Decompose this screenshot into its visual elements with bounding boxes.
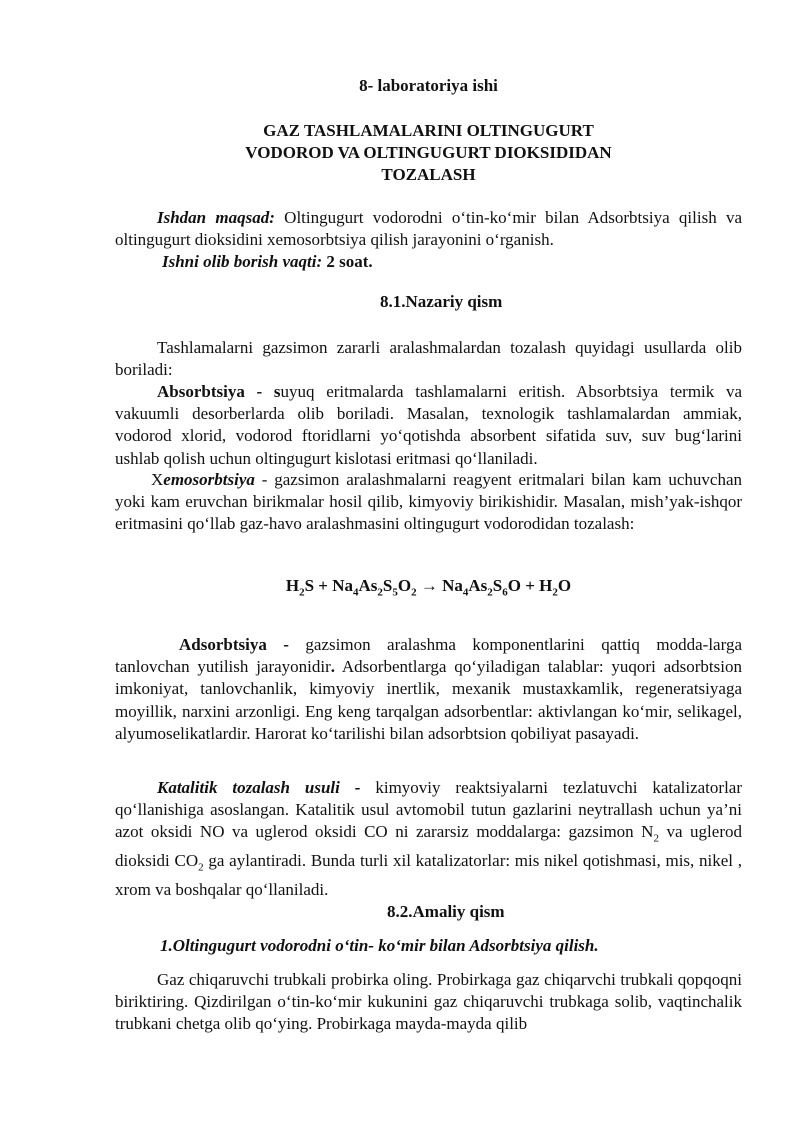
absorption-term: Absorbtsiya - s	[157, 382, 281, 401]
formula-sub: 2	[487, 586, 493, 599]
lab-number: 8- laboratoriya ishi	[359, 76, 498, 95]
catalytic-sub-1: 2	[653, 832, 659, 845]
catalytic-term: Katalitik tozalash usuli -	[157, 778, 361, 797]
section-heading-theory: 8.1.Nazariy qism	[380, 292, 503, 311]
formula-sub: 4	[353, 586, 359, 599]
title-line-1: GAZ TASHLAMALARINI OLTINGUGURT	[263, 121, 594, 140]
formula-part: Na	[442, 576, 463, 595]
absorption-text: uyuq eritmalarda tashlamalarni eritish. Absorbtsiya termik va vakuumli desorberlarda olib boriladi. Masalan, texnologik tashlamalardan ammiak, vodorod xlorid, vodorod ftoridlarni yo‘qotishda absorbent sifatida suv, suv bug‘larini ushlab qolish uchun oltingugurt kislotasi eritmasi qo‘llaniladi.	[115, 382, 743, 468]
formula-sub: 2	[299, 586, 305, 599]
duration-line	[162, 251, 742, 273]
formula-sub: 4	[462, 586, 469, 599]
catalytic-text-3: ga aylantiradi. Bunda turli xil katalizatorlar: mis nikel qotishmasi, mis, nikel , xrom va boshqalar qo‘llaniladi.	[115, 851, 743, 899]
catalytic-text-1: kimyoviy reaktsiyalarni tezlatuvchi katalizatorlar qo‘llanishiga asoslangan. Katalitik usul avtomobil tutun gazlarini neytrallash uchun ya’ni azot oksidi NO va uglerod oksidi CO ni zararsiz moddalarga: gazsimon N	[115, 778, 742, 842]
formula-part: As	[468, 576, 488, 595]
chemisorption-text: - gazsimon aralashmalarni reagyent eritmalari bilan kam uchuvchan yoki kam eruvchan birikmalar hosil qilib, kimyoviy birikishidir. Masalan, mish’yak-ishqor eritmasini qo‘llab gaz-havo aralashmasini oltingugurt vodorodidan tozalash:	[115, 470, 742, 534]
formula-part: S + Na	[304, 576, 353, 595]
chemisorption-term: emosorbtsiya	[163, 470, 255, 489]
adsorption-term: Adsorbtsiya -	[179, 635, 289, 654]
formula-part: H	[285, 576, 300, 595]
formula-sub: 2	[411, 586, 417, 599]
aim-text: Oltingugurt vodorodni o‘tin-ko‘mir bilan Adsorbtsiya qilish va oltingugurt dioksidini xemosorbtsiya qilish jarayonini o‘rganish.	[115, 208, 742, 250]
title-line-2: VODOROD VA OLTINGUGURT DIOKSIDIDAN	[245, 143, 612, 162]
formula-sub: 2	[377, 586, 383, 599]
formula-part: O + H	[507, 576, 553, 595]
reaction-equation	[115, 576, 742, 598]
chemisorption-paragraph	[115, 469, 742, 536]
formula-part: S	[382, 576, 393, 595]
adsorption-dot: .	[330, 657, 336, 677]
formula-part: O	[397, 576, 412, 595]
duration-value: 2 soat.	[322, 252, 373, 271]
adsorption-text-1: gazsimon aralashma komponentlarini qattiq modda-larga tanlovchan yutilish jarayonidir	[115, 635, 742, 677]
formula-part: O	[557, 576, 572, 595]
formula-part: S	[492, 576, 503, 595]
duration-label: Ishni olib borish vaqti:	[162, 252, 323, 271]
formula-part: As	[358, 576, 378, 595]
chemisorption-term-x: X	[151, 470, 164, 489]
procedure-paragraph: Gaz chiqaruvchi trubkali probirka oling. Probirkaga gaz chiqarvchi trubkali qopqoqni biriktiring. Qizdirilgan o‘tin-ko‘mir kukunini gaz chiqaruvchi trubkaga solib, vaqtinchalik trubkani chetga olib qo‘ying. Probirkaga mayda-mayda qilib	[115, 970, 742, 1034]
aim-label: Ishdan maqsad:	[157, 208, 275, 227]
catalytic-sub-2: 2	[198, 861, 204, 874]
catalytic-text-2: va uglerod dioksidi CO	[115, 822, 742, 870]
document-title	[115, 120, 742, 186]
absorption-paragraph	[115, 381, 742, 470]
aim-paragraph	[115, 207, 742, 251]
subheading-1-text: 1.Oltingugurt vodorodni o‘tin- ko‘mir bilan Adsorbtsiya qilish.	[160, 936, 599, 955]
formula-sub: 6	[502, 586, 508, 599]
title-line-3: TOZALASH	[381, 165, 476, 184]
adsorption-text-2: Adsorbentlarga qo‘yiladigan talablar: yuqori adsorbtsion imkoniyat, tanlovchanlik, kimyoviy inertlik, mexanik mustaxkamlik, regeneratsiyaga moyillik, narxini arzonligi. Eng keng tarqalgan adsorbentlar: aktivlangan ko‘mir, selikagel, alyumoselikatlardir. Harorat ko‘tarilishi bilan adsorbtsion qobiliyat pasayadi.	[115, 657, 742, 743]
formula-sub: 2	[552, 586, 558, 599]
reaction-arrow: →	[416, 576, 443, 595]
section-heading-practice: 8.2.Amaliy qism	[387, 902, 505, 921]
formula-sub: 5	[392, 586, 398, 599]
adsorption-paragraph	[115, 634, 742, 745]
subheading-1	[160, 935, 742, 957]
intro-paragraph: Tashlamalarni gazsimon zararli aralashmalardan tozalash quyidagi usullarda olib boriladi:	[115, 338, 742, 380]
catalytic-paragraph	[115, 777, 742, 901]
